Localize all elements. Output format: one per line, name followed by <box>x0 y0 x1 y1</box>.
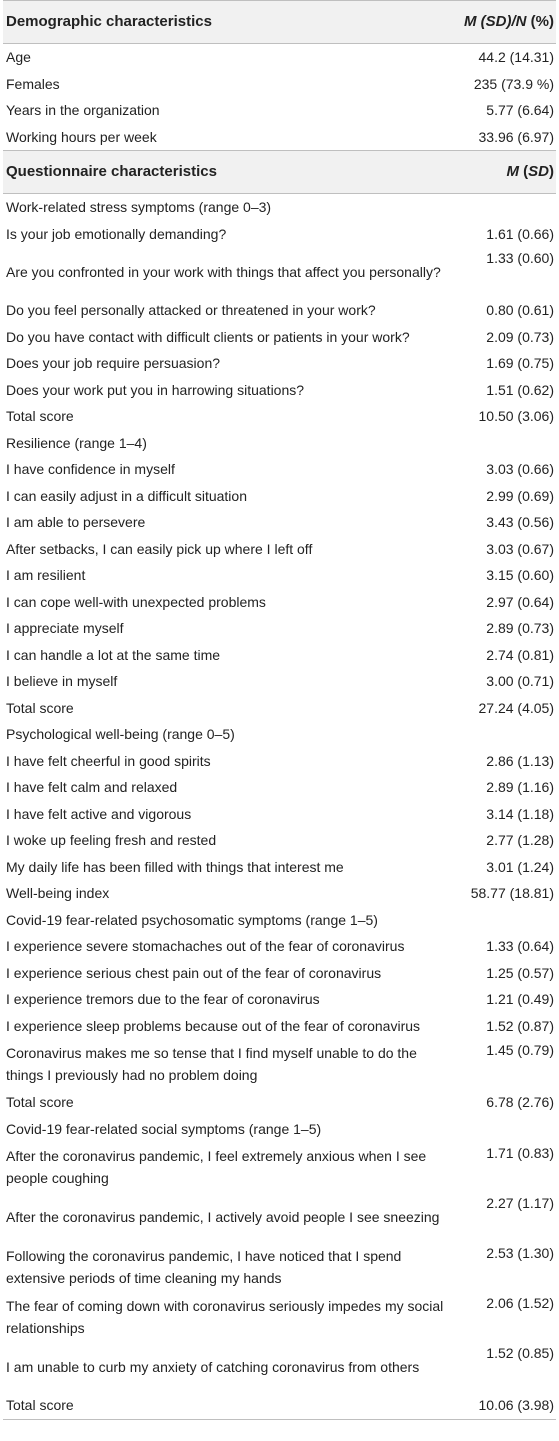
table-row <box>3 1392 556 1419</box>
row-label: Years in the organization <box>6 102 160 119</box>
table-row <box>3 536 556 563</box>
table-row <box>3 854 556 881</box>
table-row <box>3 509 556 536</box>
row-value: 1.52 (0.85) <box>486 1345 554 1361</box>
row-value: 2.77 (1.28) <box>486 832 554 849</box>
row-label: Is your job emotionally demanding? <box>6 225 227 242</box>
row-value: 0.80 (0.61) <box>486 302 554 319</box>
row-value: 1.25 (0.57) <box>486 964 554 981</box>
table-row <box>3 124 556 151</box>
table-row <box>3 748 556 775</box>
table-row <box>3 456 556 483</box>
row-label: Are you confronted in your work with things that affect you personally? <box>6 264 441 280</box>
row-value: 2.09 (0.73) <box>486 328 554 345</box>
row-label: Following the coronavirus pandemic, I have noticed that I spend extensive periods of time cleaning my hands <box>6 1248 402 1286</box>
table-row <box>3 44 556 71</box>
table-row <box>3 880 556 907</box>
demographic-header-label: Demographic characteristics <box>3 1 449 44</box>
row-label: Females <box>6 75 60 92</box>
row-value: 3.01 (1.24) <box>486 858 554 875</box>
row-value: 2.89 (0.73) <box>486 620 554 637</box>
table-row <box>3 297 556 324</box>
row-value: 1.61 (0.66) <box>486 225 554 242</box>
table-row <box>3 562 556 589</box>
table-row <box>3 933 556 960</box>
row-value: 1.45 (0.79) <box>486 1042 554 1058</box>
questionnaire-header-label: Questionnaire characteristics <box>3 151 449 194</box>
row-label: I woke up feeling fresh and rested <box>6 832 217 849</box>
row-value: 1.52 (0.87) <box>486 1017 554 1034</box>
questionnaire-header-row <box>3 151 556 194</box>
table-row <box>3 403 556 430</box>
table-row <box>3 324 556 351</box>
row-value <box>449 1116 556 1143</box>
row-label: Do you have contact with difficult clients or patients in your work? <box>6 328 410 345</box>
row-label: I am unable to curb my anxiety of catching coronavirus from others <box>6 1359 420 1375</box>
table-row <box>3 430 556 457</box>
row-value: 3.43 (0.56) <box>486 514 554 531</box>
table-row <box>3 960 556 987</box>
row-value: 33.96 (6.97) <box>478 128 554 145</box>
row-value: 10.06 (3.98) <box>449 1392 556 1419</box>
row-value: 235 (73.9 %) <box>473 75 554 92</box>
row-label: Covid-19 fear-related psychosomatic symptoms (range 1–5) <box>6 911 378 928</box>
table-row <box>3 1242 556 1292</box>
row-label: I experience severe stomachaches out of the fear of coronavirus <box>6 938 405 955</box>
table-row <box>3 1039 556 1089</box>
row-label: I can cope well-with unexpected problems <box>6 593 266 610</box>
table-row <box>3 483 556 510</box>
row-value: 2.53 (1.30) <box>486 1245 554 1261</box>
row-label: I experience tremors due to the fear of coronavirus <box>6 991 320 1008</box>
row-label: I appreciate myself <box>6 620 124 637</box>
row-label: Work-related stress symptoms (range 0–3) <box>6 199 272 216</box>
row-label: Age <box>6 49 31 66</box>
row-label: I have confidence in myself <box>6 461 175 478</box>
table-row <box>3 615 556 642</box>
table-row <box>3 695 556 722</box>
demographic-rows <box>3 44 556 151</box>
table-row <box>3 1013 556 1040</box>
row-value: 2.97 (0.64) <box>486 593 554 610</box>
row-label: I can easily adjust in a difficult situation <box>6 487 247 504</box>
row-label: Well-being index <box>6 885 110 902</box>
row-label: Total score <box>6 408 74 425</box>
table-row <box>3 1089 556 1116</box>
table-row <box>3 721 556 748</box>
row-value: 1.33 (0.60) <box>486 250 554 266</box>
row-label: I am resilient <box>6 567 86 584</box>
table-row <box>3 377 556 404</box>
table-row <box>3 350 556 377</box>
table-row <box>3 986 556 1013</box>
row-value: 1.51 (0.62) <box>486 381 554 398</box>
questionnaire-rows <box>3 194 556 1420</box>
table-row <box>3 668 556 695</box>
table-row <box>3 1142 556 1192</box>
row-value: 2.06 (1.52) <box>486 1295 554 1311</box>
row-label: Covid-19 fear-related social symptoms (range 1–5) <box>6 1120 322 1137</box>
row-value: 3.15 (0.60) <box>486 567 554 584</box>
row-label: I experience serious chest pain out of the fear of coronavirus <box>6 964 382 981</box>
row-label: After the coronavirus pandemic, I feel extremely anxious when I see people coughing <box>6 1148 427 1186</box>
table-row <box>3 221 556 248</box>
table-row <box>3 97 556 124</box>
row-label: I have felt cheerful in good spirits <box>6 752 211 769</box>
row-value: 2.27 (1.17) <box>486 1195 554 1211</box>
table-row <box>3 194 556 221</box>
row-label: The fear of coming down with coronavirus seriously impedes my social relationships <box>6 1298 444 1336</box>
row-value: 5.77 (6.64) <box>486 102 554 119</box>
row-value: 1.21 (0.49) <box>486 991 554 1008</box>
questionnaire-header-stat: M (SD) <box>449 151 556 194</box>
row-value: 1.71 (0.83) <box>486 1145 554 1161</box>
row-value: 3.14 (1.18) <box>486 805 554 822</box>
row-value: 10.50 (3.06) <box>478 408 554 425</box>
row-label: After setbacks, I can easily pick up where I left off <box>6 540 313 557</box>
characteristics-table <box>3 0 556 1420</box>
row-label: I am able to persevere <box>6 514 146 531</box>
row-label: Psychological well-being (range 0–5) <box>6 726 235 743</box>
row-value: 2.86 (1.13) <box>486 752 554 769</box>
row-label: I have felt active and vigorous <box>6 805 192 822</box>
row-value: 3.03 (0.67) <box>486 540 554 557</box>
row-label: Does your job require persuasion? <box>6 355 221 372</box>
table-row <box>3 907 556 934</box>
row-label: Do you feel personally attacked or threatened in your work? <box>6 302 376 319</box>
row-label: My daily life has been filled with things that interest me <box>6 858 344 875</box>
row-label: After the coronavirus pandemic, I actively avoid people I see sneezing <box>6 1209 440 1225</box>
table-row <box>3 827 556 854</box>
row-label: Total score <box>3 1392 449 1419</box>
row-value: 3.00 (0.71) <box>486 673 554 690</box>
row-value <box>449 721 556 748</box>
row-value <box>449 907 556 934</box>
row-label: Resilience (range 1–4) <box>6 434 147 451</box>
row-label: Coronavirus makes me so tense that I find myself unable to do the things I previously had no problem doing <box>6 1045 417 1083</box>
questionnaire-section <box>3 151 556 194</box>
row-value <box>449 194 556 221</box>
table-row <box>3 1192 556 1242</box>
row-label: I can handle a lot at the same time <box>6 646 221 663</box>
table-row <box>3 642 556 669</box>
row-value: 58.77 (18.81) <box>470 885 554 902</box>
table-row <box>3 247 556 297</box>
row-value: 3.03 (0.66) <box>486 461 554 478</box>
demographic-header-stat: M (SD)/N (%) <box>449 1 556 44</box>
demographic-section <box>3 1 556 44</box>
row-value: 2.89 (1.16) <box>486 779 554 796</box>
table-row <box>3 71 556 98</box>
row-label: I have felt calm and relaxed <box>6 779 178 796</box>
table-row <box>3 1116 556 1143</box>
row-value: 1.69 (0.75) <box>486 355 554 372</box>
row-label: I experience sleep problems because out of the fear of coronavirus <box>6 1017 421 1034</box>
row-value: 2.74 (0.81) <box>486 646 554 663</box>
row-value: 1.33 (0.64) <box>486 938 554 955</box>
row-value: 6.78 (2.76) <box>486 1094 554 1111</box>
row-label: Total score <box>6 699 74 716</box>
table-row <box>3 774 556 801</box>
table-row <box>3 589 556 616</box>
row-label: Working hours per week <box>6 128 157 145</box>
row-value: 44.2 (14.31) <box>478 49 554 66</box>
row-label: Total score <box>6 1094 74 1111</box>
row-value: 2.99 (0.69) <box>486 487 554 504</box>
row-label: I believe in myself <box>6 673 118 690</box>
table-row <box>3 801 556 828</box>
row-value <box>449 430 556 457</box>
row-label: Does your work put you in harrowing situations? <box>6 381 305 398</box>
demographic-header-row <box>3 1 556 44</box>
row-value: 27.24 (4.05) <box>478 699 554 716</box>
table-row <box>3 1342 556 1392</box>
table-row <box>3 1292 556 1342</box>
